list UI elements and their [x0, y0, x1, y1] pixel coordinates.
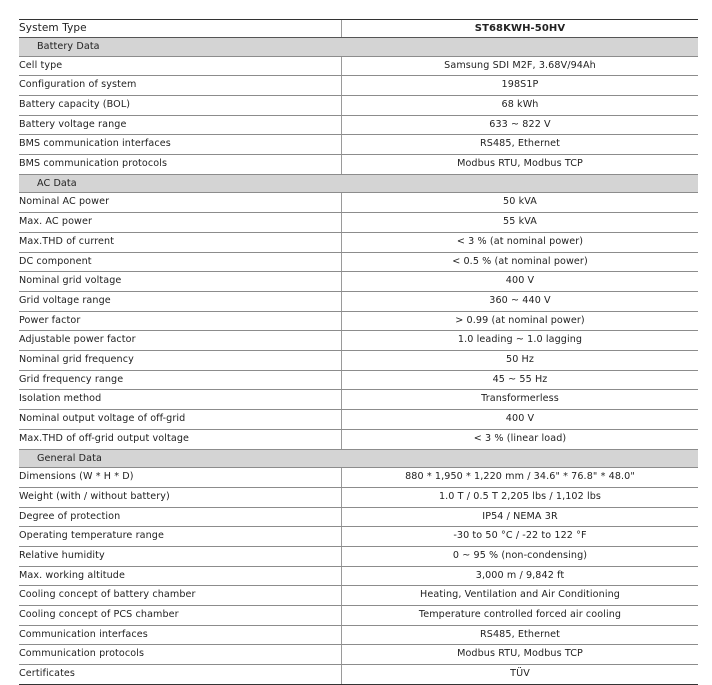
spec-label: Max.THD of current — [19, 232, 342, 252]
spec-value: < 0.5 % (at nominal power) — [342, 252, 699, 272]
spec-label: Cooling concept of battery chamber — [19, 586, 342, 606]
spec-value: 633 ~ 822 V — [342, 115, 699, 135]
spec-label: Battery capacity (BOL) — [19, 96, 342, 116]
table-row — [19, 135, 698, 155]
section-header-row — [19, 449, 698, 468]
spec-label: Nominal grid frequency — [19, 351, 342, 371]
spec-value: 45 ~ 55 Hz — [342, 370, 699, 390]
spec-value: -30 to 50 °C / -22 to 122 °F — [342, 527, 699, 547]
spec-label: Power factor — [19, 311, 342, 331]
spec-label: Nominal output voltage of off-grid — [19, 410, 342, 430]
table-row — [19, 566, 698, 586]
spec-label: Cell type — [19, 56, 342, 76]
spec-value: 0 ~ 95 % (non-condensing) — [342, 546, 699, 566]
spec-value: Transformerless — [342, 390, 699, 410]
section-title: AC Data — [19, 174, 698, 193]
spec-value: 50 kVA — [342, 193, 699, 213]
spec-label: Configuration of system — [19, 76, 342, 96]
table-row — [19, 232, 698, 252]
spec-value: RS485, Ethernet — [342, 625, 699, 645]
spec-label: Grid voltage range — [19, 291, 342, 311]
table-row — [19, 410, 698, 430]
spec-value: > 0.99 (at nominal power) — [342, 311, 699, 331]
table-row — [19, 213, 698, 233]
spec-label: Isolation method — [19, 390, 342, 410]
spec-label: DC component — [19, 252, 342, 272]
table-row — [19, 468, 698, 488]
spec-value: 68 kWh — [342, 96, 699, 116]
spec-label: Grid frequency range — [19, 370, 342, 390]
table-row — [19, 155, 698, 175]
table-row — [19, 527, 698, 547]
table-row — [19, 193, 698, 213]
table-row — [19, 272, 698, 292]
spec-label: Battery voltage range — [19, 115, 342, 135]
spec-label: Relative humidity — [19, 546, 342, 566]
spec-value: 400 V — [342, 410, 699, 430]
spec-value: < 3 % (at nominal power) — [342, 232, 699, 252]
table-row — [19, 625, 698, 645]
spec-value: 3,000 m / 9,842 ft — [342, 566, 699, 586]
spec-label: Adjustable power factor — [19, 331, 342, 351]
table-row — [19, 586, 698, 606]
spec-label: Communication protocols — [19, 645, 342, 665]
spec-value: 1.0 T / 0.5 T 2,205 lbs / 1,102 lbs — [342, 487, 699, 507]
spec-label: BMS communication protocols — [19, 155, 342, 175]
spec-label: Nominal grid voltage — [19, 272, 342, 292]
table-row — [19, 331, 698, 351]
table-row — [19, 546, 698, 566]
spec-value: TÜV — [342, 665, 699, 685]
spec-label: Certificates — [19, 665, 342, 685]
table-row — [19, 370, 698, 390]
spec-value: 1.0 leading ~ 1.0 lagging — [342, 331, 699, 351]
table-row — [19, 507, 698, 527]
spec-value: Modbus RTU, Modbus TCP — [342, 645, 699, 665]
spec-label: Cooling concept of PCS chamber — [19, 606, 342, 626]
spec-label: Degree of protection — [19, 507, 342, 527]
spec-value: IP54 / NEMA 3R — [342, 507, 699, 527]
spec-value: Heating, Ventilation and Air Conditioning — [342, 586, 699, 606]
spec-label: Max. working altitude — [19, 566, 342, 586]
table-row — [19, 351, 698, 371]
table-row — [19, 115, 698, 135]
spec-sheet — [19, 19, 698, 685]
table-row — [19, 96, 698, 116]
spec-label: Max. AC power — [19, 213, 342, 233]
header-label: System Type — [19, 20, 342, 38]
table-row — [19, 311, 698, 331]
header-value: ST68KWH-50HV — [342, 20, 699, 38]
table-row — [19, 252, 698, 272]
table-row — [19, 390, 698, 410]
spec-label: BMS communication interfaces — [19, 135, 342, 155]
spec-value: 55 kVA — [342, 213, 699, 233]
spec-value: 198S1P — [342, 76, 699, 96]
spec-table — [19, 19, 698, 685]
spec-value: < 3 % (linear load) — [342, 429, 699, 449]
spec-table-body — [19, 20, 698, 685]
table-row — [19, 429, 698, 449]
spec-value: RS485, Ethernet — [342, 135, 699, 155]
spec-label: Nominal AC power — [19, 193, 342, 213]
section-header-row — [19, 174, 698, 193]
section-header-row — [19, 38, 698, 57]
table-row — [19, 665, 698, 685]
table-row — [19, 487, 698, 507]
spec-label: Communication interfaces — [19, 625, 342, 645]
table-row — [19, 645, 698, 665]
spec-label: Operating temperature range — [19, 527, 342, 547]
spec-label: Weight (with / without battery) — [19, 487, 342, 507]
spec-value: 50 Hz — [342, 351, 699, 371]
spec-value: Modbus RTU, Modbus TCP — [342, 155, 699, 175]
spec-value: Temperature controlled forced air cooling — [342, 606, 699, 626]
table-header-row — [19, 20, 698, 38]
spec-label: Max.THD of off-grid output voltage — [19, 429, 342, 449]
table-row — [19, 76, 698, 96]
section-title: General Data — [19, 449, 698, 468]
section-title: Battery Data — [19, 38, 698, 57]
spec-value: Samsung SDI M2F, 3.68V/94Ah — [342, 56, 699, 76]
spec-value: 880 * 1,950 * 1,220 mm / 34.6" * 76.8" * 48.0" — [342, 468, 699, 488]
table-row — [19, 56, 698, 76]
table-row — [19, 606, 698, 626]
spec-value: 400 V — [342, 272, 699, 292]
spec-label: Dimensions (W * H * D) — [19, 468, 342, 488]
table-row — [19, 291, 698, 311]
spec-value: 360 ~ 440 V — [342, 291, 699, 311]
